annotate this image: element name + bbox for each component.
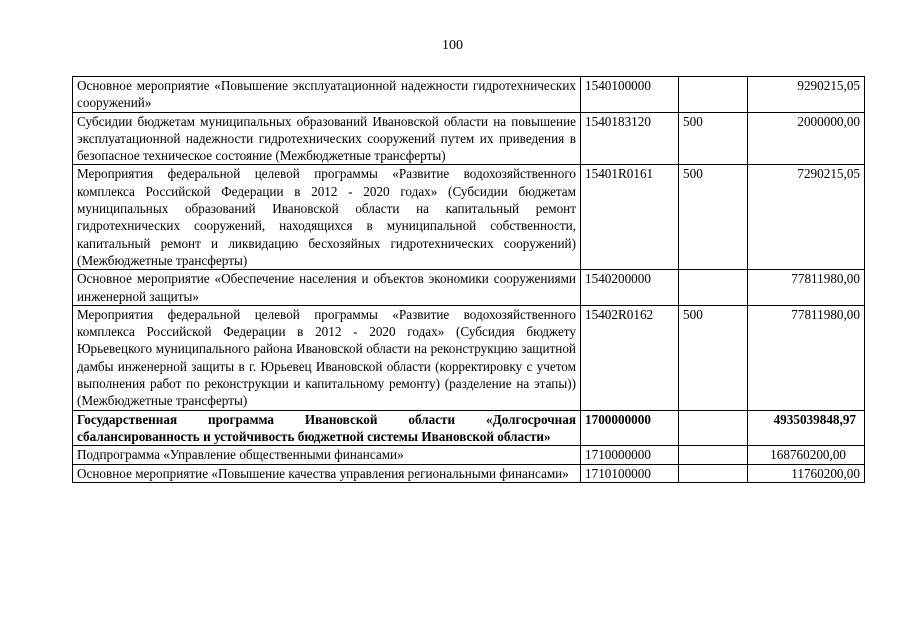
row-sum: 7290215,05	[748, 165, 865, 270]
row-sum: 9290215,05	[748, 77, 865, 113]
row-sum: 4935039848,97	[748, 410, 865, 446]
row-type	[679, 77, 748, 113]
row-sum: 168760200,00	[748, 446, 865, 464]
row-code: 1540100000	[581, 77, 679, 113]
row-name: Мероприятия федеральной целевой программы «Развитие водохозяйственного комплекса Российской Федерации в 2012 - 2020 годах» (Субсидия бюджету Юрьевецкого муниципального района Ивановской области на реконструкцию защитной дамбы инженерной защиты в г. Юрьевец Ивановской области (корректировку с учетом выполнения работ по реконструкции и капитальному ремонту) (разделение на этапы)) (Межбюджетные трансферты)	[73, 305, 581, 410]
page-number: 100	[442, 38, 463, 53]
row-type: 500	[679, 112, 748, 165]
row-sum: 11760200,00	[748, 464, 865, 482]
row-code: 15401R0161	[581, 165, 679, 270]
row-name: Государственная программа Ивановской области «Долгосрочная сбалансированность и устойчивость бюджетной системы Ивановской области»	[73, 410, 581, 446]
row-code: 1700000000	[581, 410, 679, 446]
row-code: 1540183120	[581, 112, 679, 165]
row-name: Основное мероприятие «Повышение качества управления региональными финансами»	[73, 464, 581, 482]
row-type	[679, 446, 748, 464]
row-type	[679, 270, 748, 306]
row-type	[679, 410, 748, 446]
row-code: 1710000000	[581, 446, 679, 464]
row-type	[679, 464, 748, 482]
table-row	[73, 464, 865, 482]
row-code: 1710100000	[581, 464, 679, 482]
row-code: 1540200000	[581, 270, 679, 306]
budget-table	[72, 76, 865, 483]
table-row	[73, 77, 865, 113]
row-sum: 77811980,00	[748, 305, 865, 410]
table-row	[73, 446, 865, 464]
row-type: 500	[679, 165, 748, 270]
row-sum: 77811980,00	[748, 270, 865, 306]
table-row	[73, 410, 865, 446]
table-row	[73, 112, 865, 165]
table-row	[73, 165, 865, 270]
row-name: Субсидии бюджетам муниципальных образований Ивановской области на повышение эксплуатационной надежности гидротехнических сооружений путем их приведения в безопасное техническое состояние (Межбюджетные трансферты)	[73, 112, 581, 165]
row-sum: 2000000,00	[748, 112, 865, 165]
row-name: Основное мероприятие «Повышение эксплуатационной надежности гидротехнических сооружений»	[73, 77, 581, 113]
row-name: Мероприятия федеральной целевой программы «Развитие водохозяйственного комплекса Российской Федерации в 2012 - 2020 годах» (Субсидии бюджетам муниципальных образований Ивановской области на капитальный ремонт гидротехнических сооружений, находящихся в муниципальной собственности, капитальный ремонт и ликвидацию бесхозяйных гидротехнических сооружений) (Межбюджетные трансферты)	[73, 165, 581, 270]
row-type: 500	[679, 305, 748, 410]
table-row	[73, 270, 865, 306]
row-code: 15402R0162	[581, 305, 679, 410]
table-row	[73, 305, 865, 410]
row-name: Подпрограмма «Управление общественными финансами»	[73, 446, 581, 464]
row-name: Основное мероприятие «Обеспечение населения и объектов экономики сооружениями инженерной защиты»	[73, 270, 581, 306]
